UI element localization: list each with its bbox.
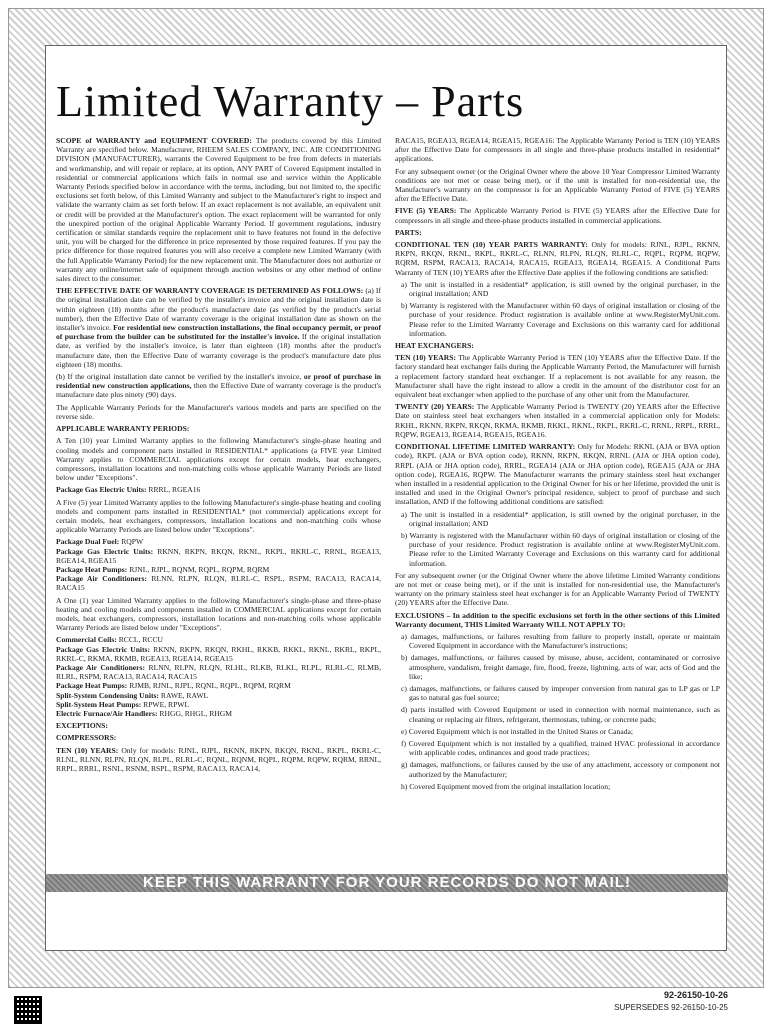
effective-a2: For residential new construction installations, the final occupancy permit, or proof of purchase from the builder can be substituted for the installer's invoice.: [56, 323, 381, 342]
exclusion-item: f) Covered Equipment which is not installed by a qualified, trained HVAC professional in accordance with applicable codes, ordinances and good trade practices;: [401, 738, 720, 758]
exclusion-item: b) damages, malfunctions, or failures caused by misuse, abuse, accident, contaminated or corrosive atmosphere, vandalism, freight damage, fire, flood, freeze, lightning, acts of war, acts of God and the like;: [401, 653, 720, 681]
pkg-gas-1-models: RRRL, RGEA16: [148, 485, 201, 495]
cond-item-a: a) The unit is installed in a residential* application, is still owned by the original purchaser, in the original installation; AND: [401, 279, 720, 299]
split-cond-label: Split-System Condensing Units:: [56, 690, 159, 700]
pkg-gas-3-label: Package Gas Electric Units:: [56, 644, 151, 654]
pkg-gas-2-label: Package Gas Electric Units:: [56, 546, 154, 556]
exclusions-heading: EXCLUSIONS – In addition to the specific exclusions set forth in the other sections of this Limited Warranty document, THIS Limited Warranty WILL NOT APPLY TO:: [395, 610, 720, 629]
body-columns: [56, 136, 720, 856]
heat-pumps-2-label: Package Heat Pumps:: [56, 681, 128, 691]
furnace-label: Electric Furnace/Air Handlers:: [56, 708, 158, 718]
ten-year-text: A Ten (10) year Limited Warranty applies to the following Manufacturer's single-phase heating and cooling models and component parts installed in RESIDENTIAL* applications (a FIVE year Limited Warranty applies to COMMERCIAL applications except for certain models, heat exchangers, compressors, installation locations and non-matching coils whose applicable Warranty Periods are listed below under "Exceptions".: [56, 436, 381, 483]
pkg-gas-2-models: RKNN, RKPN, RKQN, RKNL, RKPL, RKRL-C, RRNL, RGEA13, RGEA14, RGEA15: [56, 546, 381, 565]
document-number: 92-26150-10-26: [663, 990, 728, 1000]
ten-years-text: Only for models: RJNL, RJPL, RKNN, RKPN, RKQN, RKNL, RKPL, RKRL-C, RLNL, RLNN, RLPN, RLQN, RLPL, RLRL-C, RQNL, RQNM, RQPL, RQPM, RQPW, RQRM, RRNL, RRPL, RRRL, RSNL, RSNM, RSPL, RSPM, RACA13, RACA14,: [56, 745, 381, 773]
exclusion-item: g) damages, malfunctions, or failures caused by the use of any attachment, accessory or component not authorized by the Manufacturer;: [401, 760, 720, 779]
periods-text: The Applicable Warranty Periods for the Manufacturer's various models and parts are specified on the reverse side.: [56, 402, 381, 421]
page-title: Limited Warranty – Parts: [56, 77, 525, 126]
life-item-b: b) Warranty is registered with the Manufacturer within 60 days of original installation or closing of the purchase of your residence. Product registration is available online at www.RegisterMyUnit.com. Please refer to the Limited Warranty Coverage and Exclusions on this warranty card for additional information.: [401, 530, 720, 568]
effective-heading: THE EFFECTIVE DATE OF WARRANTY COVERAGE IS DETERMINED AS FOLLOWS:: [56, 286, 364, 296]
effective-a: (a) If the original installation date can be verified by the installer's invoice and the original installation date is within eighteen (18) months after the product's manufacture date (as verified by the product's serial number), then the Effective Date of warranty coverage is the original installation date as shown on the installer's invoice.: [56, 286, 381, 333]
dual-fuel-models: RQPW: [121, 537, 144, 547]
one-year-text: A One (1) year Limited Warranty applies to the following Manufacturer's single-phase and three-phase heating and cooling models and components installed in COMMERCIAL applications except for certain models, heat exchangers, compressors, installation locations and non-matching coils whose applicable Warranty Periods are listed below under "Exceptions".: [56, 595, 381, 633]
split-hp-label: Split-System Heat Pumps:: [56, 699, 142, 709]
scope-heading: SCOPE of WARRANTY and EQUIPMENT COVERED:: [56, 136, 252, 145]
comm-coils-label: Commercial Coils:: [56, 635, 117, 645]
split-cond-models: RAWE, RAWL: [160, 690, 209, 700]
heat-pumps-1-label: Package Heat Pumps:: [56, 564, 128, 574]
warranty-card: [45, 45, 727, 951]
subsequent-owner-text: For any subsequent owner (or the Original Owner where the above 10 Year Compressor Limited Warranty conditions are not met or cease being met), or if the unit is installed for non-residential use, the Manufacturer's warranty on the compressor is for an Applicable Warranty Period of FIVE (5) YEARS after the Effective Date.: [395, 166, 720, 204]
effective-b: (b) If the original installation date cannot be verified by the installer's invoice,: [56, 372, 302, 382]
comm-coils-models: RCCL, RCCU: [118, 635, 164, 645]
cond-ten-text: Only for models: RJNL, RJPL, RKNN, RKPN, RKQN, RKNL, RKPL, RKRL-C, RLNN, RLPN, RLQN, RLRL-C, RQPL, RQPM, RQPW, RQRM, RSPM, RACA13, RACA14, RACA15, RGEA13, RGEA14, RGEA15. A Conditional Parts Warranty of TEN (10) YEARS after the Effective Date applies if the following conditions are satisfied:: [395, 240, 720, 277]
effective-b3: then the Effective Date of warranty coverage is the product's manufacture date plus ninety (90) days.: [56, 381, 381, 400]
hx-twenty-text: The Applicable Warranty Period is TWENTY (20) YEARS after the Effective Date on stainless steel heat exchangers when installed in a commercial application only for Models: RKHL, RKNN, RKPN, RKQN, RKMA, RKMB, RKKL, RKNL, RKPL, RKRL-C, RRNL, RRPL, RRRL, RQPW, RGEA13, RGEA14, RGEA15, RGEA16.: [395, 402, 720, 439]
hx-twenty-label: TWENTY (20) YEARS:: [395, 402, 475, 412]
right-column: [395, 136, 720, 856]
parts-heading: PARTS:: [395, 227, 422, 237]
cond-item-b: b) Warranty is registered with the Manufacturer within 60 days of original installation or closing of the purchase of your residence. Product registration is available online at www.RegisterMyUnit.com. Please refer to the Limited Warranty Coverage and Exclusions on this warranty card for additional information.: [401, 301, 720, 338]
exclusion-item: c) damages, malfunctions, or failures caused by improper conversion from natural gas to LP gas or LP gas to natural gas fuel source;: [401, 683, 720, 703]
cond-ten-label: CONDITIONAL TEN (10) YEAR PARTS WARRANTY:: [395, 240, 588, 250]
compressor-cont-text: RACA15, RGEA13, RGEA14, RGEA15, RGEA16: The Applicable Warranty Period is TEN (10) YEARS after the Effective Date for compressors in all single and three-phase products installed in residential* applications.: [395, 136, 720, 164]
compressors-heading: COMPRESSORS:: [56, 733, 117, 743]
left-column: [56, 136, 381, 856]
split-hp-models: RPWE, RPWL: [143, 699, 190, 709]
supersedes-note: SUPERSEDES 92-26150-10-25: [614, 1003, 728, 1012]
applicable-heading: APPLICABLE WARRANTY PERIODS:: [56, 424, 190, 434]
effective-b2: or proof of purchase in residential new construction applications,: [56, 372, 381, 391]
scope-text: The products covered by this Limited Warranty are specified below. Manufacturer, RHEEM SALES COMPANY, INC. AIR CONDITIONING DIVISION (MANUFACTURER), warrants the Covered Equipment to be free from defects in materials and workmanship, and will repair or replace, at its option, ANY PART of Covered Equipment installed in residential or commercial applications which fails in normal use and service within the Applicable Warranty Periods specified below in accordance with the terms, including, but not limited to, the specific exclusions set forth below, of this Limited Warranty and subject to the Manufacturer's right to inspect and validate the warranty claim as set forth below. If an exact replacement is not available, an equivalent unit or credit will be provided at the Manufacturer's option. The exact replacement will be warranted for only the unexpired portion of the original Applicable Warranty Period. If government regulations, industry certification or similar standards require the replacement unit to have features not found in the defective unit, you will be charged for the difference in price represented by those required features. If you pay the price difference for those required features you will also receive a complete new Limited Warranty (with the full Applicable Warranty Period) for the new replacement unit. The Manufacturer does not authorize or warranty any online/internet sale of equipment through auction websites or any other method of online sales direct to the consumer.: [56, 136, 381, 284]
five-year-text: A Five (5) year Limited Warranty applies to the following Manufacturer's single-phase heating and cooling models and component parts installed in RESIDENTIAL* (not commercial) applications except for certain models, heat exchangers, compressors, installation locations and non-matching coils whose applicable Warranty Periods are listed below under "Exceptions".: [56, 497, 381, 535]
life-subsequent-text: For any subsequent owner (or the Original Owner where the above lifetime Limited Warranty conditions are not met or cease being met), or if the unit is installed for non-residential use, the Manufacturer's warranty on the primary stainless steel heat exchanger is for an Applicable Warranty Period of TWENTY (20) YEARS after the Effective Date.: [395, 570, 720, 608]
cond-life-label: CONDITIONAL LIFETIME LIMITED WARRANTY:: [395, 442, 576, 452]
hx-ten-text: The Applicable Warranty Period is TEN (10) YEARS after the Effective Date. If the factory standard heat exchanger fails during the Applicable Warranty Period, the Manufacturer will furnish a replacement factory standard heat exchanger. If a replacement is not available for any reason, the Manufacturer shall have the right instead to allow a credit in the amount of the distributor cost for an equivalent heat exchanger when applied to the purchase of any other unit from the Manufacturer.: [395, 353, 720, 400]
ten-years-label: TEN (10) YEARS:: [56, 745, 119, 755]
pkg-gas-1-label: Package Gas Electric Units:: [56, 485, 147, 495]
effective-a3: If the original installation date, as verified by the installer's invoice, is later than eighteen (18) months after the product's manufacture date, then the Effective Date of warranty coverage is the product's manufacture date plus eighteen (18) months.: [56, 332, 381, 369]
exclusion-item: a) damages, malfunctions, or failures resulting from failure to properly install, operate or maintain Covered Equipment in accordance with the Manufacturer's instructions;: [401, 631, 720, 651]
air-cond-1-models: RLNN, RLPN, RLQN, RLRL-C, RSPL, RSPM, RACA13, RACA14, RACA15: [56, 574, 381, 593]
air-cond-2-label: Package Air Conditioners:: [56, 662, 146, 672]
exclusion-item: e) Covered Equipment which is not installed in the United States or Canada;: [401, 726, 633, 736]
heat-pumps-2-models: RJMB, RJNL, RJPL, RQNL, RQPL, RQPM, RQRM: [129, 681, 291, 691]
pkg-gas-3-models: RKNN, RKPN, RKQN, RKHL, RKKB, RKKL, RKNL, RKRL, RKPL, RKRL-C, RKMA, RKMB, RGEA13, RGEA14, RGEA15: [56, 644, 381, 663]
exclusion-item: h) Covered Equipment moved from the original installation location;: [401, 781, 611, 791]
furnace-models: RHGG, RHGL, RHGM: [159, 708, 232, 718]
exceptions-heading: EXCEPTIONS:: [56, 721, 108, 731]
heat-pumps-1-models: RJNL, RJPL, RQNM, RQPL, RQPM, RQRM: [129, 564, 270, 574]
qr-code-icon: [14, 996, 42, 1024]
five-years-label: FIVE (5) YEARS:: [395, 206, 457, 216]
cond-life-text: Only for Models: RKNL (AJA or BVA option code), RKPL (AJA or BVA option code), RKNN, RKPN, RKQN, RRNL (AJA or JHA option code), RRPL (AJA or JHA option code), RRRL, RGEA14 (AJA or JHA option code), RGEA15 (AJA or JHA option code), RGEA16, RQPW. The Manufacturer warrants the primary stainless steel heat exchanger when installed in a residential application to the Original Owner for his or her lifetime, provided the unit is installed and used in the Original Owner's principal residence, subject to proof of purchase and such installation, AND if the following additional conditions are satisfied:: [395, 442, 720, 507]
hx-ten-label: TEN (10) YEARS:: [395, 353, 457, 363]
decorative-border: [8, 8, 764, 988]
air-cond-2-models: RLNN, RLPN, RLQN, RLHL, RLKB, RLKL, RLPL, RLRL-C, RLMB, RLRL, RSPM, RACA13, RACA14, RACA15: [56, 662, 381, 682]
five-years-text: The Applicable Warranty Period is FIVE (5) YEARS after the Effective Date for compressors in all single and three-phase products installed in commercial applications.: [395, 206, 720, 225]
dual-fuel-label: Package Dual Fuel:: [56, 537, 120, 547]
exclusion-item: d) parts installed with Covered Equipment or used in connection with normal maintenance, such as cleaning or replacing air filters, refrigerant, thermostats, tubing, or concrete pads;: [401, 705, 720, 724]
heat-exchangers-heading: HEAT EXCHANGERS:: [395, 341, 474, 351]
air-cond-1-label: Package Air Conditioners:: [56, 574, 147, 584]
life-item-a: a) The unit is installed in a residential* application, is still owned by the original purchaser, in the original installation; AND: [401, 509, 720, 528]
keep-warranty-banner: KEEP THIS WARRANTY FOR YOUR RECORDS DO NOT MAIL!: [46, 874, 728, 892]
